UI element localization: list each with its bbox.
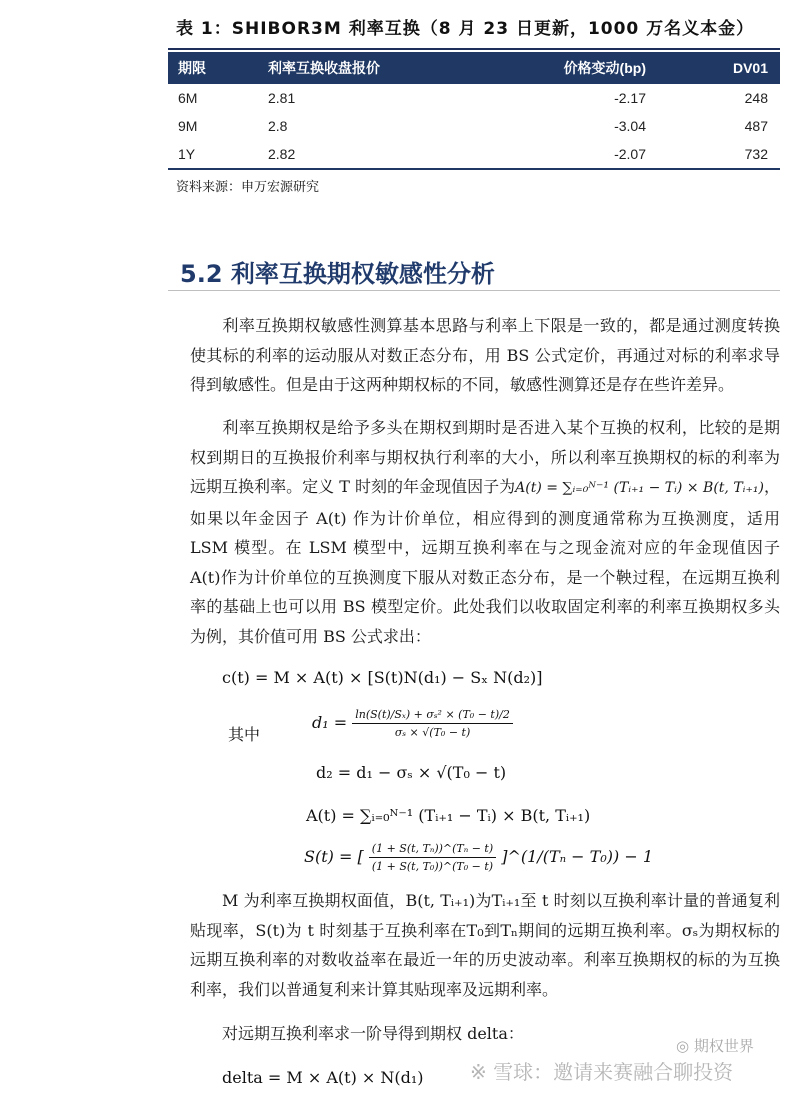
- watermark: [470, 1056, 733, 1085]
- cell-dv01: 248: [744, 90, 768, 106]
- paragraph-swaption: [190, 413, 780, 651]
- paragraph-intro: [190, 311, 780, 400]
- cell-change: -2.07: [614, 146, 646, 162]
- table-title: 表 1：SHIBOR3M 利率互换（8 月 23 日更新，1000 万名义本金）: [176, 19, 755, 39]
- paragraph-swaption-text-a: 利率互换期权是给予多头在期权到期时是否进入某个互换的权利，比较的是期权到期日的互换报价利率与期权执行利率的大小，所以利率互换期权的标的利率为远期互换利率。定义 T 时刻的年金现值因子为: [190, 418, 780, 496]
- cell-quote: 2.8: [268, 118, 288, 134]
- s-rhs: ]^(1/(Tₙ − T₀)) − 1: [501, 847, 653, 866]
- swap-rates-table: [168, 52, 780, 168]
- cell-tenor: 6M: [178, 90, 198, 106]
- cell-change: -2.17: [614, 90, 646, 106]
- watermark-brand: [676, 1035, 754, 1056]
- cell-dv01: 487: [744, 118, 768, 134]
- wechat-icon: ◎: [676, 1037, 690, 1055]
- paragraph-swaption-text-b: ，如果以年金因子 A(t) 作为计价单位，相应得到的测度通常称为互换测度，适用 LSM 模型。在 LSM 模型中，远期互换利率在与之现金流对应的年金现值因子 A(t)作为计价单位的互换测度下服从对数正态分布，是一个鞅过程，在远期互换利率的基础上也可以用 BS 模型定价。此处我们以收取固定利率的利率互换期权多头为例，其价值可用 BS 公式求出：: [190, 477, 780, 646]
- s-fraction: [369, 842, 496, 873]
- s-lhs: S(t) = [: [304, 847, 364, 866]
- cell-tenor: 9M: [178, 118, 198, 134]
- table-row: [168, 84, 780, 112]
- paragraph-definitions-text: M 为利率互换期权面值，B(t, Tᵢ₊₁)为Tᵢ₊₁至 t 时刻以互换利率计量的普通复利贴现率，S(t)为 t 时刻基于互换利率在T₀到Tₙ期间的远期互换利率。σₛ为期权标的远期互换利率的对数收益率在最近一年的历史波动率。利率互换期权的标的为互换利率，我们以普通复利来计算其贴现率及远期利率。: [190, 891, 780, 999]
- d1-denominator: σₛ × √(T₀ − t): [394, 726, 471, 739]
- cell-dv01: 732: [744, 146, 768, 162]
- formula-forward-swap-rate: [304, 842, 653, 873]
- cell-quote: 2.81: [268, 90, 296, 106]
- table-bottom-rule: [168, 168, 780, 170]
- section-title: 5.2 利率互换期权敏感性分析: [180, 260, 495, 288]
- formula-d2: d₂ = d₁ − σₛ × √(T₀ − t): [316, 763, 507, 782]
- xueqiu-logo-icon: ※: [470, 1060, 487, 1084]
- table-source: 资料来源：申万宏源研究: [176, 180, 320, 195]
- annuity-inline-formula: A(t) = ∑ᵢ₌₀ᴺ⁻¹ (Tᵢ₊₁ − Tᵢ) × B(t, Tᵢ₊₁): [515, 480, 764, 496]
- header-quote: 利率互换收盘报价: [258, 52, 488, 84]
- paragraph-delta-text: 对远期互换利率求一阶导得到期权 delta：: [222, 1024, 524, 1043]
- table-top-rule: [168, 48, 780, 50]
- formula-where-label: 其中: [228, 725, 261, 744]
- header-dv01: DV01: [658, 52, 780, 84]
- paragraph-intro-text: 利率互换期权敏感性测算基本思路与利率上下限是一致的，都是通过测度转换使其标的利率的运动服从对数正态分布，用 BS 公式定价，再通过对标的利率求导得到敏感性。但是由于这两种期权标的不同，敏感性测算还是存在些许差异。: [190, 316, 780, 394]
- formula-annuity: A(t) = ∑ᵢ₌₀ᴺ⁻¹ (Tᵢ₊₁ − Tᵢ) × B(t, Tᵢ₊₁): [306, 806, 591, 825]
- section-divider: [168, 290, 780, 291]
- table-row: [168, 140, 780, 168]
- header-change: 价格变动(bp): [488, 52, 658, 84]
- s-numerator: (1 + S(t, Tₙ))^(Tₙ − t): [369, 842, 496, 858]
- table-row: [168, 112, 780, 140]
- watermark-brand-text: 期权世界: [693, 1037, 754, 1055]
- cell-change: -3.04: [614, 118, 646, 134]
- d1-numerator: ln(S(t)/Sₓ) + σₛ² × (T₀ − t)/2: [352, 708, 513, 724]
- d1-fraction: [352, 708, 513, 739]
- paragraph-definitions: [190, 886, 780, 1004]
- header-tenor: 期限: [168, 52, 258, 84]
- formula-call-value: c(t) = M × A(t) × [S(t)N(d₁) − Sₓ N(d₂)]: [222, 668, 543, 687]
- watermark-text: 雪球：邀请来赛融合聊投资: [493, 1060, 734, 1084]
- d1-lhs: d₁ =: [312, 713, 348, 732]
- cell-quote: 2.82: [268, 146, 296, 162]
- formula-d1: [312, 708, 513, 739]
- cell-tenor: 1Y: [178, 146, 196, 162]
- formula-delta: delta = M × A(t) × N(d₁): [222, 1068, 424, 1087]
- table-header-row: [168, 52, 780, 84]
- s-denominator: (1 + S(t, T₀))^(T₀ − t): [371, 860, 494, 873]
